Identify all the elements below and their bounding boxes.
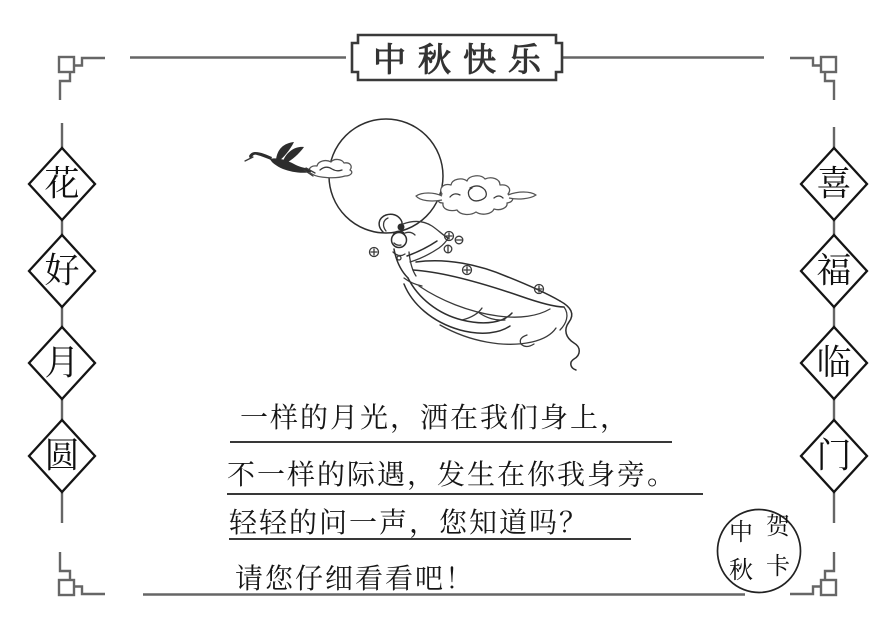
message-line-2: 不一样的际遇，发生在你我身旁。 <box>227 459 678 490</box>
banner-char-left-1: 花 <box>44 164 80 204</box>
fret-corner-top-right-icon <box>790 57 836 100</box>
banner-char-right-4: 门 <box>816 436 852 476</box>
message-line-4: 请您仔细看看吧！ <box>235 563 476 594</box>
card-title: 中秋快乐 <box>373 41 553 78</box>
banner-char-right-2: 福 <box>816 251 852 291</box>
banner-char-left-2: 好 <box>44 251 80 291</box>
moon-fairy-illustration <box>245 119 579 370</box>
banner-char-left-4: 圆 <box>44 436 80 476</box>
message-line-1: 一样的月光，洒在我们身上， <box>240 402 631 433</box>
seal-char-3: 秋 <box>729 557 753 584</box>
banner-char-left-3: 月 <box>44 343 80 383</box>
banner-char-right-3: 临 <box>816 343 852 383</box>
auspicious-cloud-icon <box>416 176 536 215</box>
flying-crane-icon <box>245 142 315 176</box>
moon-fairy-icon <box>379 214 579 370</box>
small-cloud-icon <box>309 159 352 177</box>
seal-char-4: 卡 <box>766 553 790 580</box>
banner-char-right-1: 喜 <box>816 164 852 204</box>
message-line-3: 轻轻的问一声，您知道吗？ <box>229 507 590 538</box>
seal-char-1: 中 <box>729 519 753 546</box>
seal-char-2: 贺 <box>766 513 790 540</box>
fret-corner-bottom-left-icon <box>59 552 105 595</box>
fret-corner-top-left-icon <box>59 57 105 100</box>
